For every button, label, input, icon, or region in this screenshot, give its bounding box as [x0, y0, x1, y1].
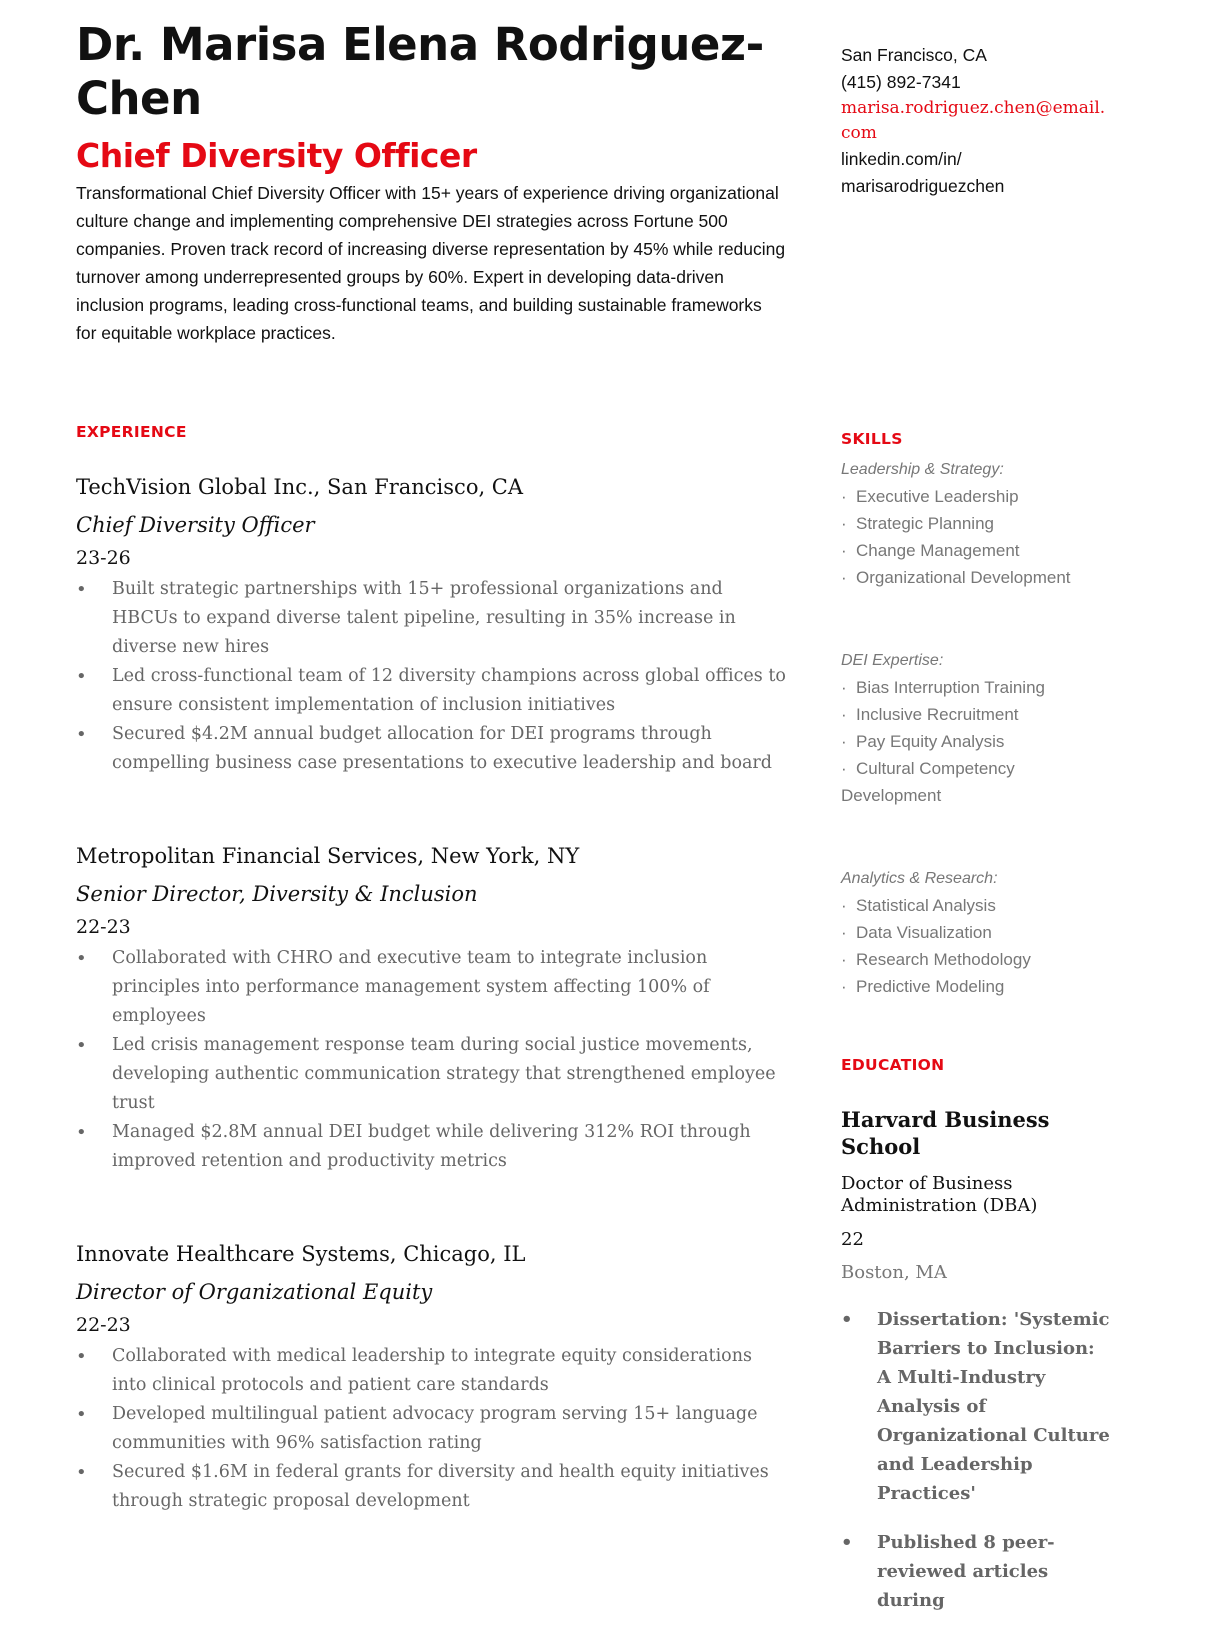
skill-group [841, 456, 1111, 591]
skill-item: · Predictive Modeling [841, 977, 1005, 996]
job-title: Chief Diversity Officer [76, 136, 477, 175]
skill-item: · Bias Interruption Training [841, 678, 1045, 697]
job-dates: 23-26 [76, 547, 131, 569]
job-entry [76, 1242, 786, 1516]
contact-location: San Francisco, CA [841, 45, 987, 65]
education-entry [841, 1106, 1111, 1615]
job-bullets [76, 575, 786, 778]
contact-linkedin[interactable] [841, 146, 1111, 200]
skill-item: · Organizational Development [841, 568, 1071, 587]
main-column [76, 18, 786, 1516]
job-role: Chief Diversity Officer [76, 513, 315, 537]
candidate-name: Dr. Marisa Elena Rodriguez-Chen [76, 18, 764, 125]
job-entry [76, 844, 786, 1176]
skill-item: · Inclusive Recruitment [841, 705, 1019, 724]
job-bullet: • Collaborated with CHRO and executive team to integrate inclusion principles into performance management system affecting 100% of employees [76, 944, 786, 1031]
skill-item: · Cultural Competency Development [841, 759, 1015, 805]
skills-heading: SKILLS [841, 430, 903, 448]
skill-category: DEI Expertise: [841, 652, 944, 669]
experience-heading: EXPERIENCE [76, 423, 187, 441]
skills-list [841, 456, 1111, 1000]
skill-item: · Executive Leadership [841, 487, 1019, 506]
job-dates: 22-23 [76, 1314, 131, 1336]
education-heading: EDUCATION [841, 1056, 945, 1074]
job-role: Director of Organizational Equity [76, 1280, 433, 1304]
job-bullet: • Led cross-functional team of 12 diversity champions across global offices to ensure consistent implementation of inclusion initiatives [76, 662, 786, 720]
job-bullet: • Led crisis management response team during social justice movements, developing authentic communication strategy that strengthened employee trust [76, 1031, 786, 1118]
skill-item: · Statistical Analysis [841, 896, 996, 915]
skill-item: · Change Management [841, 541, 1020, 560]
skill-category: Leadership & Strategy: [841, 461, 1004, 478]
job-bullet: • Secured $1.6M in federal grants for diversity and health equity initiatives through strategic proposal development [76, 1458, 786, 1516]
sidebar-column [841, 42, 1111, 1635]
edu-school: Harvard Business School [841, 1107, 1050, 1159]
job-entry [76, 475, 786, 778]
contact-email[interactable]: marisa.rodriguez.chen@email.com [841, 98, 1106, 143]
edu-location: Boston, MA [841, 1262, 947, 1283]
skill-item: · Research Methodology [841, 950, 1031, 969]
skill-item: · Data Visualization [841, 923, 992, 942]
contact-block [841, 42, 1111, 200]
summary: Transformational Chief Diversity Officer with 15+ years of experience driving organizational culture change and implementing comprehensive DEI strategies across Fortune 500 companies. Proven track record of increasing diverse representation by 45% while reducing turnover among underrepresented groups by 60%. Expert in developing data-driven inclusion programs, leading cross-functional teams, and building sustainable frameworks for equitable workplace practices. [76, 183, 786, 343]
job-company: Innovate Healthcare Systems, Chicago, IL [76, 1242, 526, 1266]
job-role: Senior Director, Diversity & Inclusion [76, 882, 478, 906]
job-company: TechVision Global Inc., San Francisco, CA [76, 475, 524, 499]
edu-year: 22 [841, 1229, 864, 1250]
edu-bullet: • Published 8 peer-reviewed articles during [841, 1528, 1111, 1615]
edu-bullet: • Dissertation: 'Systemic Barriers to Inclusion: A Multi-Industry Analysis of Organizational Culture and Leadership Practices' [841, 1305, 1111, 1508]
job-company: Metropolitan Financial Services, New York, NY [76, 844, 580, 868]
skill-category: Analytics & Research: [841, 870, 998, 887]
job-bullet: • Secured $4.2M annual budget allocation for DEI programs through compelling business case presentations to executive leadership and board [76, 720, 786, 778]
skill-item: · Strategic Planning [841, 514, 994, 533]
job-bullet: • Built strategic partnerships with 15+ professional organizations and HBCUs to expand diverse talent pipeline, resulting in 35% increase in diverse new hires [76, 575, 786, 662]
job-bullet: • Developed multilingual patient advocacy program serving 15+ language communities with 96% satisfaction rating [76, 1400, 786, 1458]
job-bullet: • Collaborated with medical leadership to integrate equity considerations into clinical protocols and patient care standards [76, 1342, 786, 1400]
job-dates: 22-23 [76, 916, 131, 938]
skill-group [841, 647, 1111, 809]
job-bullet: • Managed $2.8M annual DEI budget while delivering 312% ROI through improved retention and productivity metrics [76, 1118, 786, 1176]
edu-bullets [841, 1305, 1111, 1615]
edu-degree: Doctor of Business Administration (DBA) [841, 1173, 1038, 1216]
job-bullets [76, 944, 786, 1176]
linkedin-line-2: marisarodriguezchen [841, 176, 1005, 196]
job-bullets [76, 1342, 786, 1516]
linkedin-line-1: linkedin.com/in/ [841, 149, 962, 169]
skill-item: · Pay Equity Analysis [841, 732, 1005, 751]
contact-phone: (415) 892-7341 [841, 72, 961, 92]
skill-group [841, 865, 1111, 1000]
